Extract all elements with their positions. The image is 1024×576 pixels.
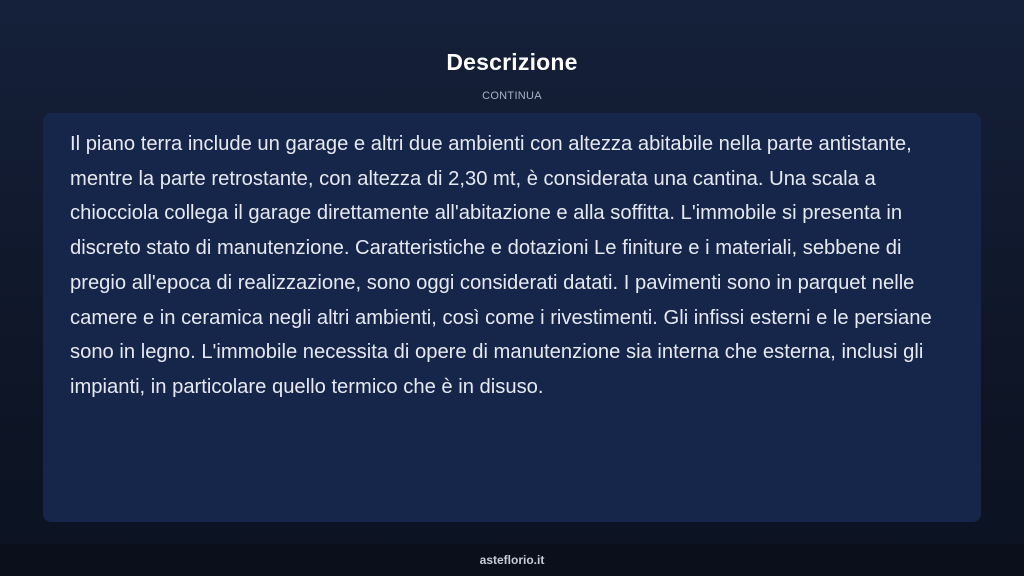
description-card: [43, 113, 981, 522]
footer-bar: [0, 544, 1024, 576]
page-title: Descrizione: [446, 49, 578, 75]
description-text: Il piano terra include un garage e altri due ambienti con altezza abitabile nella parte antistante, mentre la parte retrostante, con altezza di 2,30 mt, è considerata una cantina. Una scala a chiocciola collega il garage direttamente all'abitazione e alla soffitta. L'immobile si presenta in discreto stato di manutenzione. Caratteristiche e dotazioni Le finiture e i materiali, sebbene di pregio all'epoca di realizzazione, sono oggi considerati datati. I pavimenti sono in parquet nelle camere e in ceramica negli altri ambienti, così come i rivestimenti. Gli infissi esterni e le persiane sono in legno. L'immobile necessita di opere di manutenzione sia interna che esterna, inclusi gli impianti, in particolare quello termico che è in disuso.: [70, 133, 932, 398]
footer-site-name: asteflorio.it: [479, 553, 545, 567]
continuation-label: CONTINUA: [482, 90, 542, 102]
